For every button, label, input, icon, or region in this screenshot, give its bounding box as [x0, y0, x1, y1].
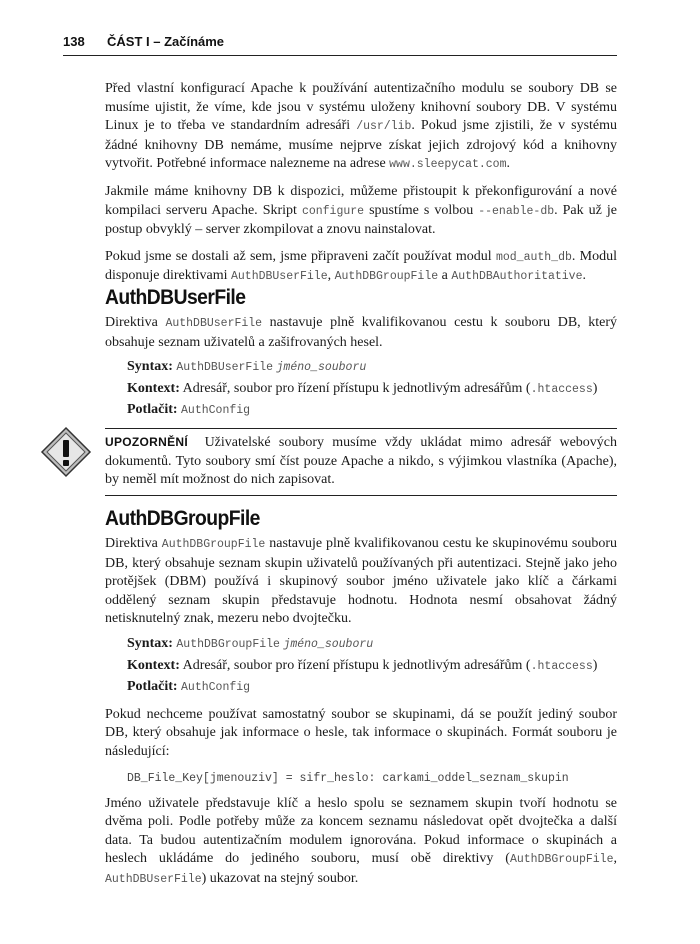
- warning-box: [105, 428, 617, 496]
- override-line: Potlačit: AuthConfig: [127, 402, 251, 418]
- section-paragraph: Direktiva AuthDBUserFile nastavuje plně kvalifikovanou cestu k souboru DB, který obsahuje seznam uživatelů a zašifrovaných hesel.: [105, 315, 617, 350]
- intro-paragraph-3: Pokud jsme se dostali až sem, jsme připraveni začít používat modul mod_auth_db. Modul disponuje direktivami AuthDBUserFile, AuthDBGroupFile a AuthDBAuthoritative.: [105, 248, 617, 284]
- section-authdbgroupfile: [105, 507, 617, 890]
- warning-label: UPOZORNĚNÍ: [105, 435, 189, 449]
- section-paragraph: Direktiva AuthDBGroupFile nastavuje plně kvalifikovanou cestu ke skupinovému souboru DB, který obsahuje seznam skupin uživatelů používaných při autentizaci. Stejně jako jeho protějšek (DBM) používá i skupinový soubor jméno uživatele jako klíč a čárkami oddělený seznam skupin představuje hodnotu. Hodnota nesmí obsahovat žádný netisknutelný znak, mezeru nebo dvojtečku.: [105, 536, 618, 627]
- running-header: [63, 34, 224, 49]
- warning-icon: [40, 426, 92, 478]
- section-paragraph-2: Pokud nechceme používat samostatný soubor se skupinami, dá se použít jediný soubor DB, který obsahuje jak informace o hesle, tak informace o skupinách. Formát souboru je následující:: [105, 706, 617, 759]
- code-example: DB_File_Key[jmenouziv] = sifr_heslo: carkami_oddel_seznam_skupin: [127, 771, 569, 785]
- intro-paragraph-1: Před vlastní konfigurací Apache k používání autentizačního modulu se soubory DB se musíme ujistit, že víme, kde jsou v systému uloženy knihovní soubory DB. V systému Linux je to třeba ve standardním adresáři /usr/lib. Pokud jsme zjistili, že v systému žádné knihovny DB nemáme, musíme nejprve získat jejich zdrojový kód a knihovny vytvořit. Potřebné informace nalezneme na adrese www.sleepycat.com.: [105, 81, 618, 172]
- context-line: Kontext: Adresář, soubor pro řízení přístupu k jednotlivým adresářům (.htaccess): [127, 657, 598, 673]
- syntax-line: Syntax: AuthDBUserFile jméno_souboru: [127, 359, 367, 375]
- chapter-title: ČÁST I – Začínáme: [107, 34, 225, 49]
- intro-paragraph-2: Jakmile máme knihovny DB k dispozici, můžeme přistoupit k překonfigurování a nové kompilaci serveru Apache. Skript configure spustíme s volbou --enable-db. Pak už je postup obvyklý – server zkompilovat a znovu nainstalovat.: [105, 183, 617, 238]
- context-line: Kontext: Adresář, soubor pro řízení přístupu k jednotlivým adresářům (.htaccess): [127, 380, 598, 396]
- intro-section: [105, 80, 617, 287]
- section-paragraph-3: Jméno uživatele představuje klíč a heslo spolu se seznamem skupin tvoří hodnotu se dvěma poli. Podle potřeby může za koncem seznamu následovat opět dvojtečka a další data. Ta budou autentizačním modulem ignorována. Pokud informace o skupinách a heslech ukládáme do jediného souboru, musí obě direktivy (AuthDBGroupFile, AuthDBUserFile) ukazovat na stejný soubor.: [105, 795, 617, 886]
- section-authdbuserfile: [105, 286, 617, 421]
- syntax-line: Syntax: AuthDBGroupFile jméno_souboru: [127, 635, 374, 651]
- section-heading: AuthDBGroupFile: [105, 507, 260, 530]
- override-line: Potlačit: AuthConfig: [127, 679, 251, 695]
- warning-text: UPOZORNĚNÍ Uživatelské soubory musíme vždy ukládat mimo adresář webových dokumentů. Tyto soubory smí číst pouze Apache a nikdo, s výjimkou vlastníka (Apache), by neměl mít možnost do nich zapisovat.: [105, 435, 618, 488]
- header-rule: [63, 55, 617, 56]
- section-heading: AuthDBUserFile: [105, 286, 246, 309]
- page-number: 138: [63, 34, 85, 49]
